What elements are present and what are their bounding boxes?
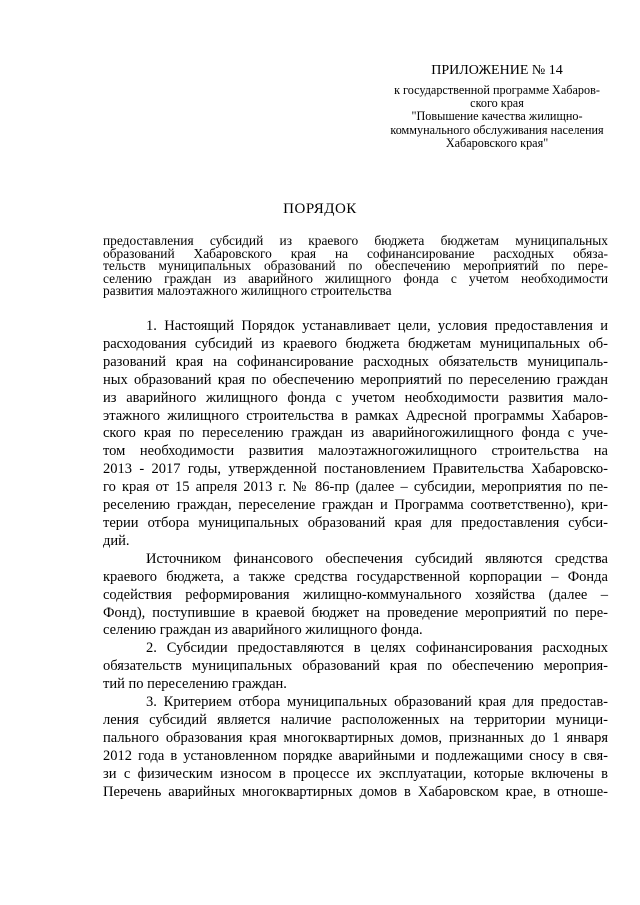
appendix-caption [386,84,608,150]
appendix-line: коммунального обслуживания населения [390,122,604,137]
appendix-line: к государственной программе Хабаров- [394,83,600,97]
body-line: 2013 - 2017 годы, утвержденной постановлением Правительства Хабаровско- [103,461,608,478]
body-line: тий по переселению граждан. [103,676,287,693]
appendix-line: "Повышение качества жилищно- [411,109,583,124]
body-line: 2012 года в установленном порядке аварийными и подлежащими сносу в свя- [103,747,608,764]
body-line: этажного жилищного строительства в рамках Адресной программы Хабаров- [103,407,608,424]
body-line: содействия реформирования жилищно-коммунального хозяйства (далее – [103,586,608,603]
body-line: Фонд), поступившие в краевой бюджет на проведение мероприятий по пере- [103,604,608,621]
subtitle-line: селению граждан из аварийного жилищного фонда с учетом необходимости [103,270,608,286]
body-line: пального образования края многоквартирных домов, признанных до 1 января [103,729,608,746]
body-line: Источником финансового обеспечения субсидий являются средства [146,550,608,567]
body-line: Перечень аварийных многоквартирных домов в Хабаровском крае, в отноше- [103,783,608,800]
appendix-title: ПРИЛОЖЕНИЕ № 14 [431,63,563,78]
body-line: дий. [103,532,130,549]
document-title: ПОРЯДОК [283,201,357,217]
body-line: ского края по переселению граждан из аварийногожилищного фонда с уче- [103,425,608,442]
body-line: ления субсидий является наличие расположенных на территории муници- [103,711,608,728]
subtitle-line: образований Хабаровского края на софинансирование расходных обяза- [103,245,608,261]
body-line: обязательств муниципальных образований края по обеспечению мероприя- [103,658,608,675]
body-line: из аварийного жилищного фонда с учетом необходимости развития мало- [103,389,608,406]
body-line: терии отбора муниципальных образований края для предоставления субси- [103,514,608,531]
document-body [103,318,608,801]
appendix-line: ского края [470,96,524,111]
body-line: реселению граждан, переселение граждан и Программа соответственно), кри- [103,497,608,514]
body-line: том необходимости развития малоэтажногожилищного строительства на [103,443,608,460]
body-line: разований края на софинансирование расходных обязательств муниципаль- [103,353,608,370]
body-line: 1. Настоящий Порядок устанавливает цели, условия предоставления и [146,318,608,334]
body-line: ных образований края по обеспечению мероприятий по переселению граждан [103,371,608,388]
document-subtitle [103,235,608,298]
body-line: селению граждан из аварийного жилищного фонда. [103,622,423,639]
appendix-line: Хабаровского края" [445,135,549,150]
subtitle-line: предоставления субсидий из краевого бюджета бюджетам муниципальных [103,233,608,248]
body-line: расходования субсидий из краевого бюджета бюджетам муниципальных об- [103,335,608,352]
body-line: го края от 15 апреля 2013 г. № 86-пр (далее – субсидии, мероприятия по пе- [103,479,608,496]
subtitle-line: развития малоэтажного жилищного строительства [103,283,392,299]
subtitle-line: тельств муниципальных образований по обеспечению мероприятий по пере- [103,258,608,274]
body-line: 3. Критерием отбора муниципальных образований края для предостав- [146,694,608,711]
body-line: 2. Субсидии предоставляются в целях софинансирования расходных [146,640,608,657]
body-line: зи с физическим износом в процессе их эксплуатации, которые включены в [103,765,608,782]
body-line: краевого бюджета, а также средства государственной корпорации – Фонда [103,568,608,585]
